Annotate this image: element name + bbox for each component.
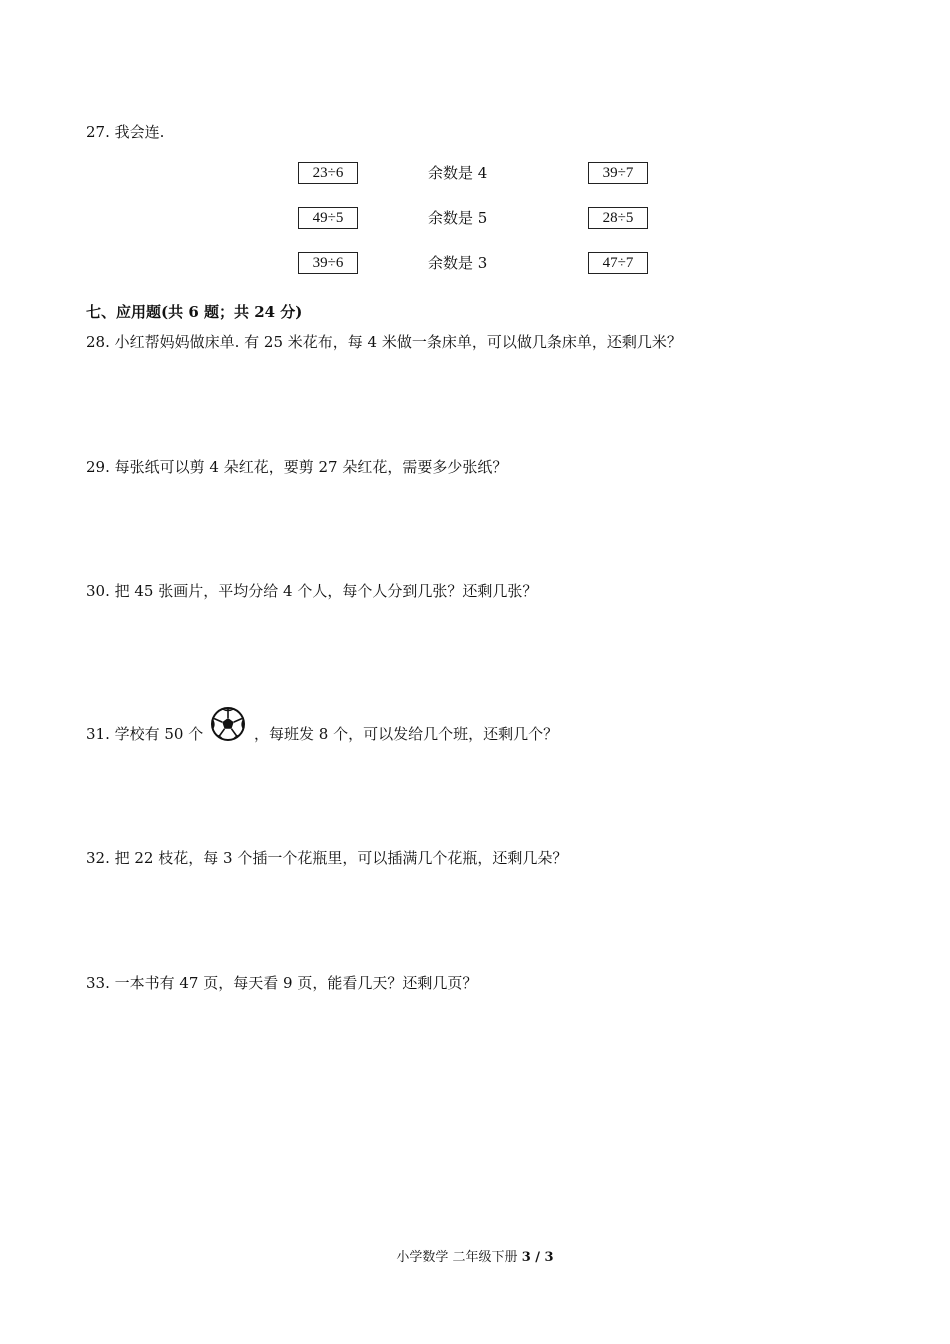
- question-29: 29. 每张纸可以剪 4 朵红花，要剪 27 朵红花，需要多少张纸？: [86, 458, 508, 476]
- section-7-heading: 七、应用题(共 6 题；共 24 分): [86, 303, 303, 321]
- page-footer: [0, 1246, 950, 1265]
- question-28: 28. 小红帮妈妈做床单. 有 25 米花布，每 4 米做一条床单，可以做几条床单，还剩几米？: [86, 333, 682, 351]
- right-expression-box[interactable]: 39÷7: [588, 162, 648, 184]
- right-expression-box[interactable]: 47÷7: [588, 252, 648, 274]
- matching-row: [0, 252, 950, 278]
- remainder-label[interactable]: 余数是 3: [428, 254, 488, 272]
- left-expression-box[interactable]: 39÷6: [298, 252, 358, 274]
- question-33: 33. 一本书有 47 页，每天看 9 页，能看几天？还剩几页？: [86, 974, 478, 992]
- matching-row: [0, 207, 950, 233]
- question-27-label: 27. 我会连.: [86, 123, 165, 141]
- right-expression-box[interactable]: 28÷5: [588, 207, 648, 229]
- page-number: 3 / 3: [521, 1250, 554, 1265]
- question-32: 32. 把 22 枝花，每 3 个插一个花瓶里，可以插满几个花瓶，还剩几朵？: [86, 849, 568, 867]
- question-31-after: ，每班发 8 个，可以发给几个班，还剩几个？: [254, 725, 559, 743]
- matching-row: [0, 162, 950, 188]
- remainder-label[interactable]: 余数是 5: [428, 209, 488, 227]
- question-30: 30. 把 45 张画片，平均分给 4 个人，每个人分到几张？还剩几张？: [86, 582, 538, 600]
- left-expression-box[interactable]: 49÷5: [298, 207, 358, 229]
- footer-text: 小学数学 二年级下册: [396, 1250, 522, 1265]
- question-31-before: 31. 学校有 50 个: [86, 725, 204, 743]
- soccer-ball-icon: [210, 706, 246, 742]
- left-expression-box[interactable]: 23÷6: [298, 162, 358, 184]
- remainder-label[interactable]: 余数是 4: [428, 164, 488, 182]
